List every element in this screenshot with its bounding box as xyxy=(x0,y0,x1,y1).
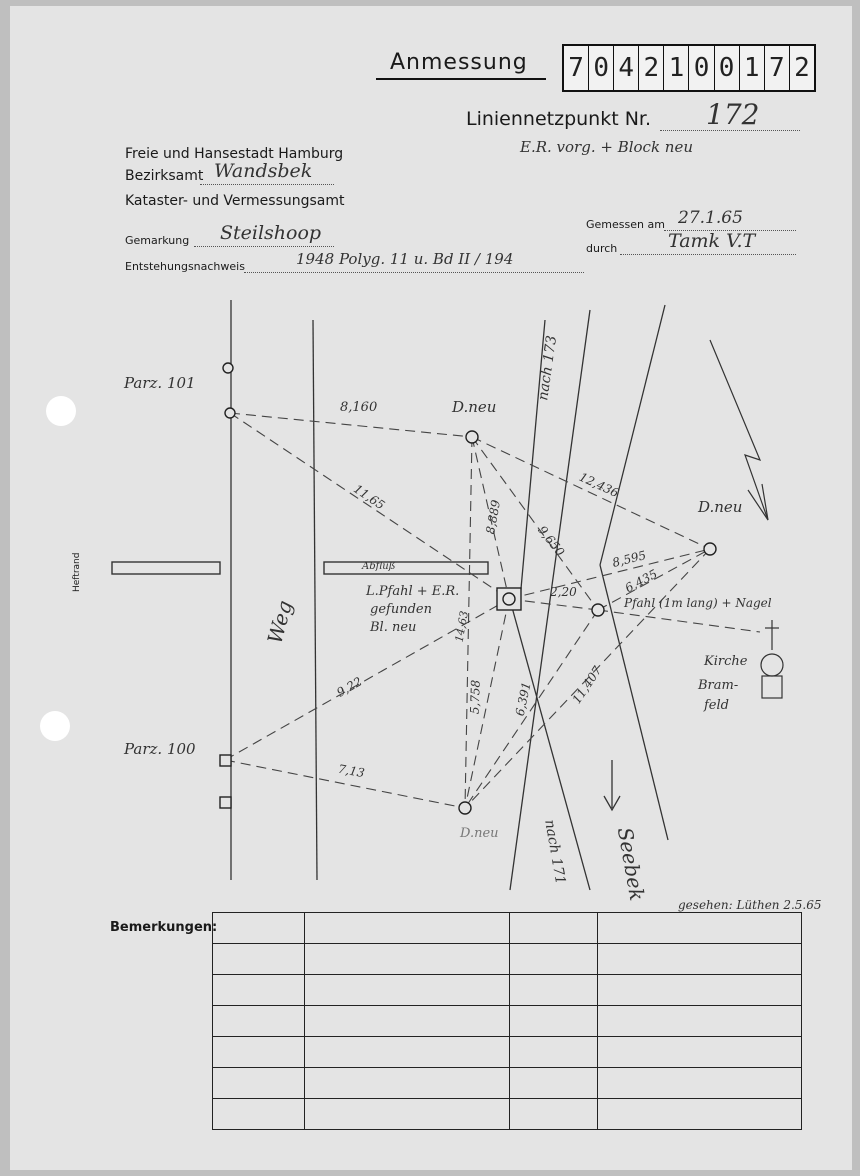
point-dneu-bottom xyxy=(459,802,471,814)
measure-8160: 8,160 xyxy=(340,400,378,415)
punkt-value: 172 xyxy=(706,98,760,131)
remarks-cell xyxy=(304,944,510,975)
point-100 xyxy=(220,755,231,766)
road-line-2 xyxy=(600,305,665,565)
nach173-label: nach 173 xyxy=(535,334,561,402)
remarks-cell xyxy=(213,1037,305,1068)
center-note-2: gefunden xyxy=(370,602,432,617)
measure-11407: 11,407 xyxy=(569,663,605,707)
remarks-cell xyxy=(213,913,305,944)
parz101-label: Parz. 101 xyxy=(124,374,196,392)
dneu-top-label: D.neu xyxy=(452,398,497,416)
measure-6391: 6,391 xyxy=(512,680,534,718)
number-digit: 1 xyxy=(740,46,765,90)
point-center xyxy=(503,593,515,605)
nach171-label: nach 171 xyxy=(541,818,569,886)
number-digit: 2 xyxy=(794,53,810,83)
number-digit: 0 xyxy=(589,46,614,90)
church-symbol xyxy=(761,620,783,698)
number-digit: 0 xyxy=(689,46,714,90)
gemarkung-label: Gemarkung xyxy=(125,234,190,247)
measure-9650: 9,650 xyxy=(535,523,568,559)
measure-8889: 8,889 xyxy=(483,498,504,536)
point-pfahl xyxy=(592,604,604,616)
remarks-cell xyxy=(510,913,598,944)
center-note-1: L.Pfahl + E.R. xyxy=(366,584,460,599)
punkt-note: E.R. vorg. + Block neu xyxy=(520,138,694,156)
weg-label: Weg xyxy=(262,597,298,647)
line-220 xyxy=(509,599,598,610)
remarks-row xyxy=(213,975,802,1006)
entstehung-label: Entstehungsnachweis xyxy=(125,260,245,273)
line-8595 xyxy=(509,549,710,599)
remarks-cell xyxy=(598,975,802,1006)
remarks-row xyxy=(213,1006,802,1037)
point-101 xyxy=(225,408,235,418)
bemerkungen-label: Bemerkungen: xyxy=(110,920,218,935)
culvert-left xyxy=(112,562,220,574)
measure-8595: 8,595 xyxy=(610,548,648,570)
remarks-cell xyxy=(304,1037,510,1068)
number-digit: 7 xyxy=(564,46,589,90)
heftrand-label: Heftrand xyxy=(72,552,82,592)
remarks-cell xyxy=(510,1037,598,1068)
dneu-bottom-label: D.neu xyxy=(460,826,499,841)
remarks-cell xyxy=(510,1068,598,1099)
center-note-3: Bl. neu xyxy=(370,620,417,635)
line-8160 xyxy=(230,413,472,437)
point-dneu-top xyxy=(466,431,478,443)
remarks-cell xyxy=(213,1068,305,1099)
gesehen-note: gesehen: Lüthen 2.5.65 xyxy=(678,898,822,912)
measure-1165: 11,65 xyxy=(351,481,388,513)
number-digit: 4 xyxy=(614,46,639,90)
measure-1463: 14,63 xyxy=(452,609,471,644)
authority-line: Freie und Hansestadt Hamburg xyxy=(125,146,344,162)
point-dneu-right xyxy=(704,543,716,555)
remarks-row xyxy=(213,944,802,975)
line-kirche xyxy=(598,610,760,632)
number-digit: 0 xyxy=(715,46,740,90)
remarks-cell xyxy=(510,944,598,975)
remarks-cell xyxy=(598,1006,802,1037)
measure-922: 9,22 xyxy=(334,674,365,700)
remarks-cell xyxy=(598,1068,802,1099)
parz100-label: Parz. 100 xyxy=(124,740,196,758)
remarks-cell xyxy=(510,1099,598,1130)
north-arrow xyxy=(710,340,768,520)
dneu-right-label: D.neu xyxy=(698,498,743,516)
remarks-cell xyxy=(598,944,802,975)
gemarkung-value: Steilshoop xyxy=(220,222,322,244)
remarks-cell xyxy=(213,1006,305,1037)
north-arrow-head xyxy=(748,484,768,520)
measure-220: 2,20 xyxy=(550,585,577,599)
remarks-cell xyxy=(304,1006,510,1037)
punkt-label: Liniennetzpunkt Nr. xyxy=(466,108,652,130)
kirche-label-3: feld xyxy=(704,698,729,713)
remarks-cell xyxy=(304,975,510,1006)
bezirksamt-label: Bezirksamt xyxy=(125,168,204,184)
number-digit: 1 xyxy=(664,46,689,90)
number-digit: 2 xyxy=(639,46,664,90)
remarks-cell xyxy=(510,975,598,1006)
remarks-row xyxy=(213,1037,802,1068)
remarks-cell xyxy=(598,1099,802,1130)
remarks-cell xyxy=(598,913,802,944)
remarks-row xyxy=(213,913,802,944)
remarks-cell xyxy=(304,913,510,944)
line-12436 xyxy=(472,437,710,549)
measure-6435: 6,435 xyxy=(622,566,660,596)
remarks-cell xyxy=(213,975,305,1006)
remarks-cell xyxy=(213,944,305,975)
gemessen-label: Gemessen am xyxy=(586,218,665,231)
remarks-table xyxy=(212,912,802,1130)
measure-12436: 12,436 xyxy=(577,469,621,501)
entstehung-value: 1948 Polyg. 11 u. Bd II / 194 xyxy=(296,250,514,268)
line-11407 xyxy=(465,610,598,808)
measure-5758: 5,758 xyxy=(467,679,483,715)
remarks-cell xyxy=(213,1099,305,1130)
office-line: Kataster- und Vermessungsamt xyxy=(125,193,345,209)
remarks-row xyxy=(213,1068,802,1099)
durch-value: Tamk V.T xyxy=(668,230,756,252)
durch-label: durch xyxy=(586,242,618,255)
kirche-label-1: Kirche xyxy=(704,654,748,669)
point-100-south xyxy=(220,797,231,808)
remarks-cell xyxy=(304,1099,510,1130)
measure-713: 7,13 xyxy=(336,761,366,781)
gemessen-value: 27.1.65 xyxy=(678,208,743,228)
form-title: Anmessung xyxy=(390,50,528,75)
seebek-label: Seebek xyxy=(612,825,650,903)
pfahl-note: Pfahl (1m lang) + Nagel xyxy=(624,596,772,610)
point-101-north xyxy=(223,363,233,373)
remarks-cell xyxy=(304,1068,510,1099)
remarks-cell xyxy=(598,1037,802,1068)
kirche-label-2: Bram- xyxy=(698,678,739,693)
abfluss-label: Abfluß xyxy=(362,561,396,572)
remarks-row xyxy=(213,1099,802,1130)
bezirksamt-value: Wandsbek xyxy=(214,160,313,182)
remarks-cell xyxy=(510,1006,598,1037)
number-digit: 7 xyxy=(765,46,790,90)
weg-right-line xyxy=(313,320,317,880)
